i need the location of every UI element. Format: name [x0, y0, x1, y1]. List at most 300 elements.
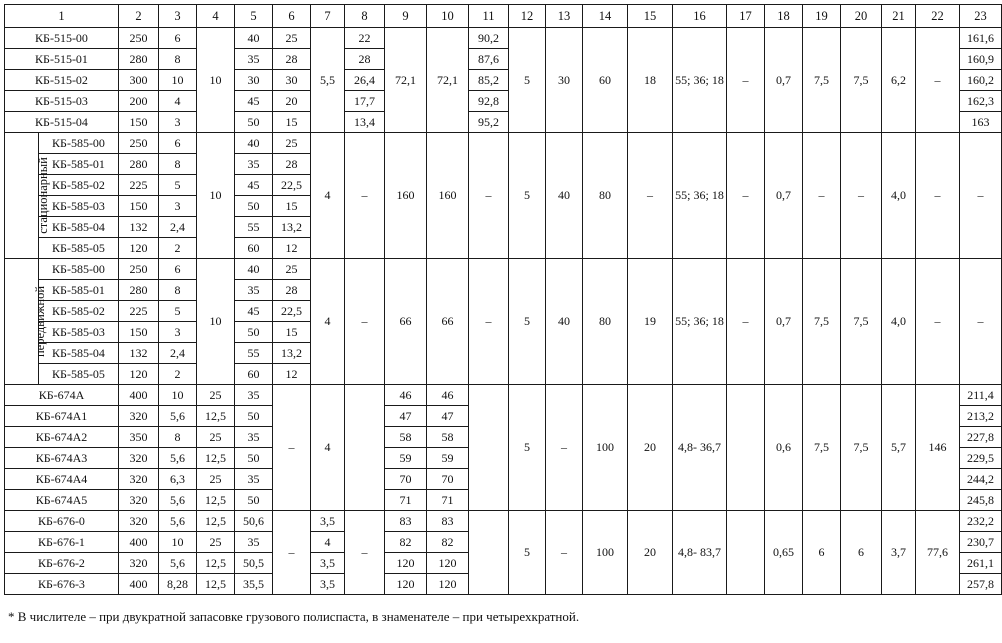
cell-col-9: 59 — [385, 448, 427, 469]
cell-col-3: 2 — [159, 238, 197, 259]
cell-col-4: 12,5 — [197, 406, 235, 427]
header-cell-10: 10 — [427, 5, 469, 28]
merged-cell-col-12: 5 — [509, 385, 546, 511]
cell-col-2: 150 — [119, 196, 159, 217]
cell-col-2: 225 — [119, 175, 159, 196]
merged-cell-col-10: 160 — [427, 133, 469, 259]
merged-cell-col-17: – — [727, 133, 765, 259]
merged-cell-col-9: 72,1 — [385, 28, 427, 133]
cell-col-6: 15 — [273, 196, 311, 217]
merged-cell-col-19: 7,5 — [803, 28, 841, 133]
cell-col-4: 12,5 — [197, 553, 235, 574]
table-row — [5, 385, 1002, 406]
model-cell: КБ-674А1 — [5, 406, 119, 427]
merged-cell-col-19: – — [803, 133, 841, 259]
model-cell: КБ-585-02 — [39, 175, 119, 196]
merged-cell-col-14: 100 — [583, 511, 628, 595]
cell-col-6: 13,2 — [273, 217, 311, 238]
merged-cell-col-16: 55; 36; 18 — [673, 28, 727, 133]
model-cell: КБ-585-03 — [39, 322, 119, 343]
cell-col-9: 82 — [385, 532, 427, 553]
merged-cell-col-20: 7,5 — [841, 28, 882, 133]
cell-col-23: 244,2 — [960, 469, 1002, 490]
model-cell: КБ-585-01 — [39, 280, 119, 301]
merged-cell-col-12: 5 — [509, 133, 546, 259]
group-label-text: передвижной — [33, 285, 48, 358]
cell-col-6: 12 — [273, 364, 311, 385]
model-cell: КБ-585-05 — [39, 364, 119, 385]
cell-col-6: 22,5 — [273, 301, 311, 322]
model-cell: КБ-515-01 — [5, 49, 119, 70]
cell-col-5: 50 — [235, 448, 273, 469]
cell-col-3: 8 — [159, 154, 197, 175]
cell-col-2: 320 — [119, 469, 159, 490]
merged-cell-col-11 — [469, 385, 509, 511]
model-cell: КБ-585-03 — [39, 196, 119, 217]
merged-cell-col-8: – — [345, 259, 385, 385]
cell-col-3: 2,4 — [159, 343, 197, 364]
cell-col-6: 28 — [273, 49, 311, 70]
merged-cell-col-14: 100 — [583, 385, 628, 511]
merged-cell-col-8: – — [345, 133, 385, 259]
merged-cell-col-11: – — [469, 133, 509, 259]
cell-col-3: 8 — [159, 427, 197, 448]
merged-cell-col-8 — [345, 385, 385, 511]
model-cell: КБ-585-04 — [39, 343, 119, 364]
cell-col-9: 47 — [385, 406, 427, 427]
cell-col-10: 71 — [427, 490, 469, 511]
cell-col-6: 28 — [273, 154, 311, 175]
cell-col-9: 120 — [385, 574, 427, 595]
cell-col-5: 50,5 — [235, 553, 273, 574]
cell-col-5: 35 — [235, 280, 273, 301]
cell-col-5: 40 — [235, 28, 273, 49]
cell-col-10: 58 — [427, 427, 469, 448]
merged-cell-col-18: 0,6 — [765, 385, 803, 511]
cell-col-6: 25 — [273, 28, 311, 49]
cell-col-2: 120 — [119, 238, 159, 259]
cell-col-5: 35 — [235, 427, 273, 448]
cell-col-5: 30 — [235, 70, 273, 91]
model-cell: КБ-674А3 — [5, 448, 119, 469]
header-cell-16: 16 — [673, 5, 727, 28]
cell-col-2: 350 — [119, 427, 159, 448]
merged-cell-col-18: 0,7 — [765, 28, 803, 133]
cell-col-2: 320 — [119, 448, 159, 469]
cell-col-23: 232,2 — [960, 511, 1002, 532]
header-cell-18: 18 — [765, 5, 803, 28]
group-label — [5, 133, 50, 259]
header-cell-6: 6 — [273, 5, 311, 28]
merged-cell-col-10: 66 — [427, 259, 469, 385]
cell-col-2: 300 — [119, 70, 159, 91]
cell-col-11: 87,6 — [469, 49, 509, 70]
cell-col-3: 2,4 — [159, 217, 197, 238]
cell-col-5: 35 — [235, 532, 273, 553]
header-cell-3: 3 — [159, 5, 197, 28]
cell-col-2: 200 — [119, 91, 159, 112]
merged-cell-col-22: 146 — [916, 385, 960, 511]
cell-col-3: 5 — [159, 175, 197, 196]
cell-col-10: 120 — [427, 553, 469, 574]
cell-col-3: 3 — [159, 322, 197, 343]
header-cell-20: 20 — [841, 5, 882, 28]
cell-col-3: 3 — [159, 112, 197, 133]
cell-col-5: 60 — [235, 238, 273, 259]
cell-col-5: 40 — [235, 259, 273, 280]
merged-cell-col-20: 7,5 — [841, 385, 882, 511]
cell-col-5: 55 — [235, 217, 273, 238]
merged-cell-col-17: – — [727, 28, 765, 133]
header-cell-21: 21 — [882, 5, 916, 28]
cell-col-5: 45 — [235, 91, 273, 112]
cell-col-3: 5,6 — [159, 406, 197, 427]
cell-col-8: 22 — [345, 28, 385, 49]
model-cell: КБ-676-0 — [5, 511, 119, 532]
model-cell: КБ-515-02 — [5, 70, 119, 91]
cell-col-5: 40 — [235, 133, 273, 154]
cell-col-6: 25 — [273, 259, 311, 280]
header-cell-15: 15 — [628, 5, 673, 28]
merged-cell-col-16: 4,8- 83,7 — [673, 511, 727, 595]
table-row — [5, 259, 1002, 280]
cell-col-6: 12 — [273, 238, 311, 259]
merged-cell-col-16: 55; 36; 18 — [673, 259, 727, 385]
merged-cell-col-7: 4 — [311, 259, 345, 385]
model-cell: КБ-585-00 — [39, 259, 119, 280]
cell-col-4: 12,5 — [197, 490, 235, 511]
cell-col-3: 10 — [159, 70, 197, 91]
merged-cell-col-6: – — [273, 511, 311, 595]
cell-col-23: 261,1 — [960, 553, 1002, 574]
merged-cell-col-9: 160 — [385, 133, 427, 259]
cell-col-9: 58 — [385, 427, 427, 448]
cell-col-11: 95,2 — [469, 112, 509, 133]
merged-cell-col-18: 0,65 — [765, 511, 803, 595]
cell-col-2: 400 — [119, 385, 159, 406]
cell-col-3: 2 — [159, 364, 197, 385]
cell-col-2: 150 — [119, 112, 159, 133]
merged-cell-col-15: – — [628, 133, 673, 259]
cell-col-5: 35,5 — [235, 574, 273, 595]
cell-col-23: 229,5 — [960, 448, 1002, 469]
cell-col-2: 280 — [119, 280, 159, 301]
merged-cell-col-14: 80 — [583, 259, 628, 385]
header-cell-14: 14 — [583, 5, 628, 28]
merged-cell-col-20: – — [841, 133, 882, 259]
cell-col-2: 320 — [119, 490, 159, 511]
header-cell-1: 1 — [5, 5, 119, 28]
cell-col-3: 6,3 — [159, 469, 197, 490]
cell-col-3: 5,6 — [159, 511, 197, 532]
cell-col-23: 163 — [960, 112, 1002, 133]
cell-col-5: 35 — [235, 49, 273, 70]
table-row — [5, 28, 1002, 49]
cell-col-6: 25 — [273, 133, 311, 154]
merged-cell-col-7: 4 — [311, 385, 345, 511]
cell-col-9: 83 — [385, 511, 427, 532]
cell-col-8: 28 — [345, 49, 385, 70]
cell-col-5: 45 — [235, 301, 273, 322]
merged-cell-col-22: 77,6 — [916, 511, 960, 595]
cell-col-2: 400 — [119, 532, 159, 553]
header-row — [5, 5, 1002, 28]
cell-col-23: 245,8 — [960, 490, 1002, 511]
merged-cell-col-7: 4 — [311, 133, 345, 259]
cell-col-3: 6 — [159, 28, 197, 49]
footnote: * В числителе – при двукратной запасовке грузового полиспаста, в знаменателе – при четырехкратной. — [8, 609, 580, 624]
cell-col-3: 10 — [159, 532, 197, 553]
cell-col-4: 12,5 — [197, 574, 235, 595]
cell-col-23: 211,4 — [960, 385, 1002, 406]
merged-cell-col-15: 18 — [628, 28, 673, 133]
merged-cell-col-4: 10 — [197, 28, 235, 133]
cell-col-6: 15 — [273, 322, 311, 343]
merged-cell-col-13: 40 — [546, 133, 583, 259]
cell-col-2: 280 — [119, 154, 159, 175]
cell-col-10: 47 — [427, 406, 469, 427]
cell-col-7: 4 — [311, 532, 345, 553]
merged-cell-col-7: 5,5 — [311, 28, 345, 133]
header-cell-4: 4 — [197, 5, 235, 28]
model-cell: КБ-674А — [5, 385, 119, 406]
cell-col-2: 132 — [119, 343, 159, 364]
cell-col-6: 20 — [273, 91, 311, 112]
merged-cell-col-16: 4,8- 36,7 — [673, 385, 727, 511]
cell-col-9: 120 — [385, 553, 427, 574]
cell-col-9: 70 — [385, 469, 427, 490]
merged-cell-col-22: – — [916, 259, 960, 385]
merged-cell-col-15: 19 — [628, 259, 673, 385]
cell-col-4: 25 — [197, 385, 235, 406]
model-cell: КБ-674А5 — [5, 490, 119, 511]
model-cell: КБ-585-02 — [39, 301, 119, 322]
header-cell-22: 22 — [916, 5, 960, 28]
model-cell: КБ-585-05 — [39, 238, 119, 259]
merged-cell-col-22: – — [916, 133, 960, 259]
merged-cell-col-19: 7,5 — [803, 385, 841, 511]
cell-col-3: 8,28 — [159, 574, 197, 595]
group-label — [5, 259, 48, 385]
cell-col-23: 257,8 — [960, 574, 1002, 595]
merged-cell-col-12: 5 — [509, 511, 546, 595]
cell-col-2: 132 — [119, 217, 159, 238]
model-cell: КБ-515-03 — [5, 91, 119, 112]
cell-col-3: 3 — [159, 196, 197, 217]
cell-col-9: 46 — [385, 385, 427, 406]
header-cell-5: 5 — [235, 5, 273, 28]
cell-col-2: 120 — [119, 364, 159, 385]
merged-cell-col-23: – — [960, 133, 1002, 259]
cell-col-6: 28 — [273, 280, 311, 301]
cell-col-3: 5,6 — [159, 448, 197, 469]
cell-col-5: 55 — [235, 343, 273, 364]
merged-cell-col-16: 55; 36; 18 — [673, 133, 727, 259]
cell-col-11: 85,2 — [469, 70, 509, 91]
cell-col-6: 30 — [273, 70, 311, 91]
cell-col-10: 70 — [427, 469, 469, 490]
cell-col-2: 225 — [119, 301, 159, 322]
cell-col-10: 120 — [427, 574, 469, 595]
table-body — [5, 5, 1002, 595]
cell-col-3: 4 — [159, 91, 197, 112]
cell-col-4: 12,5 — [197, 448, 235, 469]
merged-cell-col-20: 7,5 — [841, 259, 882, 385]
header-cell-2: 2 — [119, 5, 159, 28]
merged-cell-col-14: 80 — [583, 133, 628, 259]
merged-cell-col-19: 7,5 — [803, 259, 841, 385]
merged-cell-col-21: 6,2 — [882, 28, 916, 133]
cell-col-6: 22,5 — [273, 175, 311, 196]
header-cell-19: 19 — [803, 5, 841, 28]
merged-cell-col-6: – — [273, 385, 311, 511]
table-row — [5, 133, 1002, 154]
merged-cell-col-17: – — [727, 259, 765, 385]
model-cell: КБ-585-01 — [39, 154, 119, 175]
cell-col-23: 162,3 — [960, 91, 1002, 112]
cell-col-8: 13,4 — [345, 112, 385, 133]
model-cell: КБ-676-2 — [5, 553, 119, 574]
merged-cell-col-21: 5,7 — [882, 385, 916, 511]
cell-col-3: 5,6 — [159, 553, 197, 574]
cell-col-7: 3,5 — [311, 553, 345, 574]
merged-cell-col-9: 66 — [385, 259, 427, 385]
cell-col-6: 13,2 — [273, 343, 311, 364]
cell-col-2: 320 — [119, 553, 159, 574]
cell-col-7: 3,5 — [311, 511, 345, 532]
cell-col-10: 82 — [427, 532, 469, 553]
merged-cell-col-23: – — [960, 259, 1002, 385]
merged-cell-col-12: 5 — [509, 28, 546, 133]
cell-col-10: 59 — [427, 448, 469, 469]
cell-col-3: 5 — [159, 301, 197, 322]
header-cell-23: 23 — [960, 5, 1002, 28]
cell-col-4: 25 — [197, 469, 235, 490]
cell-col-2: 400 — [119, 574, 159, 595]
cell-col-2: 320 — [119, 406, 159, 427]
merged-cell-col-13: – — [546, 385, 583, 511]
cell-col-5: 50 — [235, 196, 273, 217]
cell-col-11: 90,2 — [469, 28, 509, 49]
merged-cell-col-4: 10 — [197, 133, 235, 259]
cell-col-10: 46 — [427, 385, 469, 406]
cell-col-5: 50 — [235, 322, 273, 343]
header-cell-12: 12 — [509, 5, 546, 28]
merged-cell-col-13: 40 — [546, 259, 583, 385]
header-cell-17: 17 — [727, 5, 765, 28]
merged-cell-col-19: 6 — [803, 511, 841, 595]
model-cell: КБ-585-04 — [39, 217, 119, 238]
cell-col-23: 230,7 — [960, 532, 1002, 553]
table-row — [5, 511, 1002, 532]
cell-col-2: 250 — [119, 133, 159, 154]
header-cell-7: 7 — [311, 5, 345, 28]
cell-col-5: 50,6 — [235, 511, 273, 532]
cell-col-5: 45 — [235, 175, 273, 196]
merged-cell-col-14: 60 — [583, 28, 628, 133]
cell-col-7: 3,5 — [311, 574, 345, 595]
merged-cell-col-10: 72,1 — [427, 28, 469, 133]
merged-cell-col-21: 4,0 — [882, 133, 916, 259]
cell-col-2: 250 — [119, 28, 159, 49]
model-cell: КБ-515-00 — [5, 28, 119, 49]
cell-col-3: 5,6 — [159, 490, 197, 511]
merged-cell-col-11: – — [469, 259, 509, 385]
cell-col-2: 320 — [119, 511, 159, 532]
cell-col-5: 35 — [235, 385, 273, 406]
cell-col-2: 150 — [119, 322, 159, 343]
cell-col-2: 280 — [119, 49, 159, 70]
model-cell: КБ-515-04 — [5, 112, 119, 133]
cell-col-5: 50 — [235, 406, 273, 427]
cell-col-11: 92,8 — [469, 91, 509, 112]
model-cell: КБ-674А2 — [5, 427, 119, 448]
cell-col-3: 8 — [159, 280, 197, 301]
merged-cell-col-21: 4,0 — [882, 259, 916, 385]
cell-col-4: 12,5 — [197, 511, 235, 532]
group-label-text: стационарный — [35, 157, 50, 234]
merged-cell-col-21: 3,7 — [882, 511, 916, 595]
merged-cell-col-17 — [727, 385, 765, 511]
cell-col-5: 50 — [235, 112, 273, 133]
cell-col-3: 6 — [159, 259, 197, 280]
merged-cell-col-22: – — [916, 28, 960, 133]
cell-col-9: 71 — [385, 490, 427, 511]
merged-cell-col-13: – — [546, 511, 583, 595]
cell-col-5: 60 — [235, 364, 273, 385]
model-cell: КБ-676-3 — [5, 574, 119, 595]
cell-col-4: 25 — [197, 427, 235, 448]
model-cell: КБ-585-00 — [39, 133, 119, 154]
cell-col-8: 17,7 — [345, 91, 385, 112]
cell-col-5: 50 — [235, 490, 273, 511]
cell-col-23: 213,2 — [960, 406, 1002, 427]
spec-table-container — [4, 4, 1002, 595]
cell-col-23: 160,2 — [960, 70, 1002, 91]
cell-col-23: 227,8 — [960, 427, 1002, 448]
cell-col-3: 6 — [159, 133, 197, 154]
cell-col-3: 10 — [159, 385, 197, 406]
cell-col-6: 15 — [273, 112, 311, 133]
merged-cell-col-4: 10 — [197, 259, 235, 385]
header-cell-9: 9 — [385, 5, 427, 28]
cell-col-23: 161,6 — [960, 28, 1002, 49]
cell-col-3: 8 — [159, 49, 197, 70]
merged-cell-col-18: 0,7 — [765, 259, 803, 385]
cell-col-5: 35 — [235, 469, 273, 490]
header-cell-8: 8 — [345, 5, 385, 28]
header-cell-11: 11 — [469, 5, 509, 28]
merged-cell-col-18: 0,7 — [765, 133, 803, 259]
merged-cell-col-20: 6 — [841, 511, 882, 595]
merged-cell-col-15: 20 — [628, 385, 673, 511]
merged-cell-col-15: 20 — [628, 511, 673, 595]
cell-col-5: 35 — [235, 154, 273, 175]
merged-cell-col-13: 30 — [546, 28, 583, 133]
merged-cell-col-11 — [469, 511, 509, 595]
merged-cell-col-12: 5 — [509, 259, 546, 385]
header-cell-13: 13 — [546, 5, 583, 28]
crane-spec-table — [4, 4, 1002, 595]
model-cell: КБ-676-1 — [5, 532, 119, 553]
cell-col-23: 160,9 — [960, 49, 1002, 70]
cell-col-2: 250 — [119, 259, 159, 280]
cell-col-10: 83 — [427, 511, 469, 532]
cell-col-8: 26,4 — [345, 70, 385, 91]
cell-col-4: 25 — [197, 532, 235, 553]
merged-cell-col-17 — [727, 511, 765, 595]
merged-cell-col-8: – — [345, 511, 385, 595]
